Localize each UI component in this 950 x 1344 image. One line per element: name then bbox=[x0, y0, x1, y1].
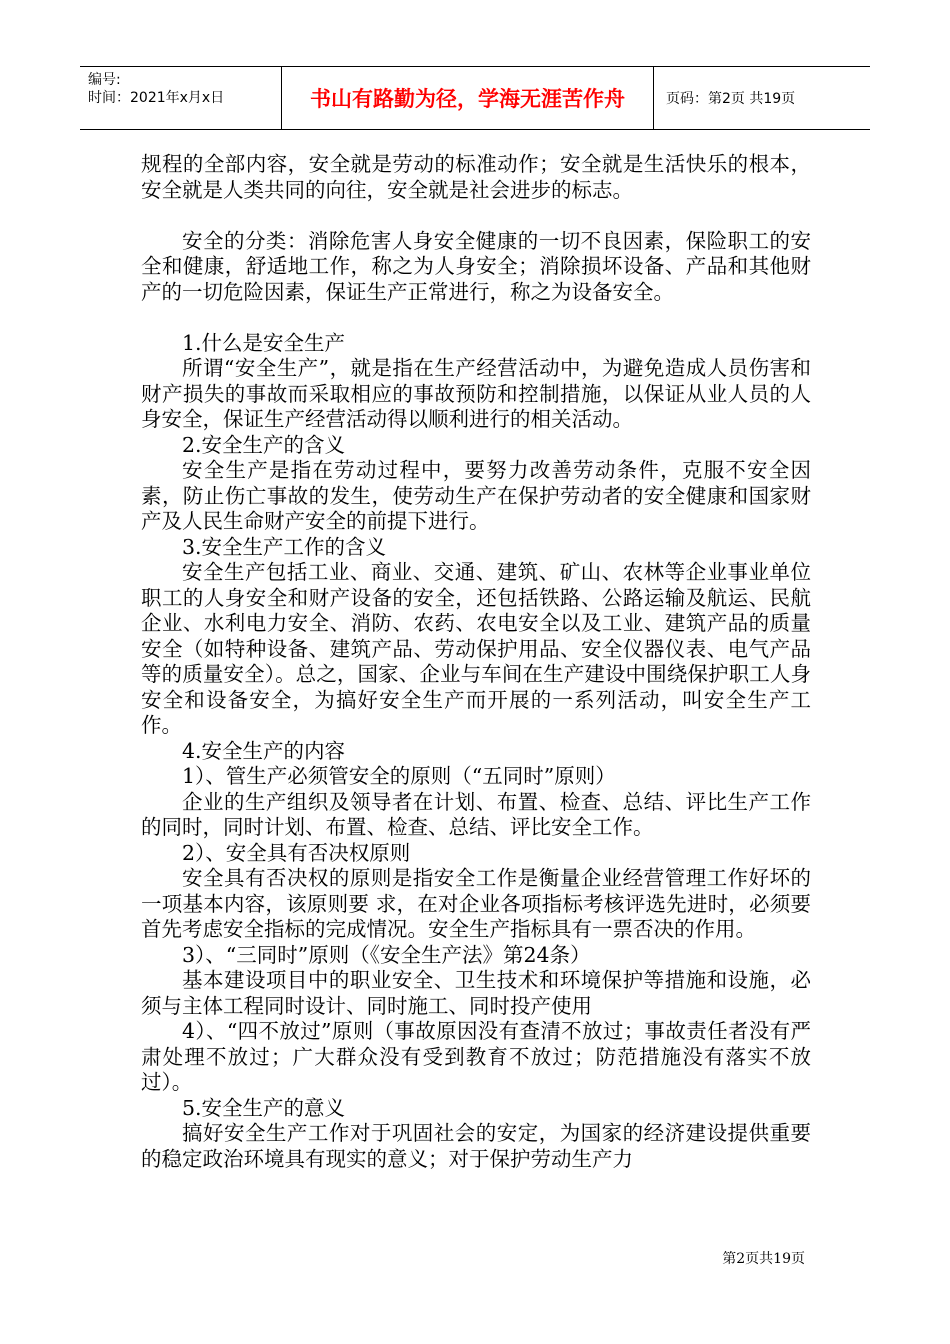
paragraph: 安全具有否决权的原则是指安全工作是衡量企业经营管理工作好坏的一项基本内容，该原则要 求，在对企业各项指标考核评选先进时，必须要首先考虑安全指标的完成情况。安全生产指标具有一票否决的作用。 bbox=[141, 866, 811, 941]
paragraph: 基本建设项目中的职业安全、卫生技术和环境保护等措施和设施，必须与主体工程同时设计、同时施工、同时投产使用 bbox=[141, 968, 811, 1018]
paragraph: 所谓“安全生产”，就是指在生产经营活动中，为避免造成人员伤害和财产损失的事故而采取相应的事故预防和控制措施，以保证从业人员的人身安全，保证生产经营活动得以顺利进行的相关活动。 bbox=[141, 356, 811, 431]
paragraph: 安全生产包括工业、商业、交通、建筑、矿山、农林等企业事业单位职工的人身安全和财产设备的安全，还包括铁路、公路运输及航运、民航企业、水利电力安全、消防、农药、农电安全以及工业、建筑产品的质量安全（如特种设备、建筑产品、劳动保护用品、安全仪器仪表、电气产品等的质量安全）。总之，国家、企业与车间在生产建设中围绕保护职工人身安全和设备安全，为搞好安全生产而开展的一系列活动，叫安全生产工作。 bbox=[141, 560, 811, 737]
document-number-label: 编号: bbox=[88, 72, 121, 88]
header-motto: 书山有路勤为径，学海无涯苦作舟 bbox=[282, 67, 654, 129]
section-heading: 3.安全生产工作的含义 bbox=[182, 534, 387, 559]
section-heading: 2.安全生产的含义 bbox=[182, 432, 346, 457]
paragraph: 搞好安全生产工作对于巩固社会的安定，为国家的经济建设提供重要的稳定政治环境具有现实的意义；对于保护劳动生产力 bbox=[141, 1121, 811, 1171]
section-heading: 1.什么是安全生产 bbox=[182, 330, 346, 355]
header-page-number: 页码：第2页 共19页 bbox=[666, 91, 796, 107]
subsection-heading: 4）、“四不放过”原则（事故原因没有查清不放过；事故责任者没有严肃处理不放过；广大群众没有受到教育不放过；防范措施没有落实不放过）。 bbox=[141, 1019, 811, 1094]
page-footer: 第2页共19页 bbox=[722, 1251, 805, 1267]
paragraph: 安全生产是指在劳动过程中，要努力改善劳动条件，克服不安全因素，防止伤亡事故的发生，使劳动生产在保护劳动者的安全健康和国家财产及人民生命财产安全的前提下进行。 bbox=[141, 458, 811, 533]
document-body bbox=[141, 152, 811, 1172]
paragraph: 规程的全部内容，安全就是劳动的标准动作；安全就是生活快乐的根本，安全就是人类共同的向往，安全就是社会进步的标志。 bbox=[141, 152, 811, 202]
page-header bbox=[80, 66, 870, 130]
paragraph: 企业的生产组织及领导者在计划、布置、检查、总结、评比生产工作的同时，同时计划、布置、检查、总结、评比安全工作。 bbox=[141, 789, 811, 839]
subsection-heading: 2）、安全具有否决权原则 bbox=[182, 840, 411, 865]
document-date-label: 时间：2021年x月x日 bbox=[88, 90, 225, 106]
subsection-heading: 3）、“三同时”原则（《安全生产法》第24条） bbox=[182, 942, 591, 967]
section-heading: 4.安全生产的内容 bbox=[182, 738, 346, 763]
subsection-heading: 1）、管生产必须管安全的原则（“五同时”原则） bbox=[182, 764, 616, 788]
paragraph: 安全的分类：消除危害人身安全健康的一切不良因素，保险职工的安全和健康，舒适地工作，称之为人身安全；消除损坏设备、产品和其他财产的一切危险因素，保证生产正常进行，称之为设备安全。 bbox=[141, 228, 811, 304]
section-heading: 5.安全生产的意义 bbox=[182, 1095, 346, 1120]
header-meta bbox=[80, 67, 282, 129]
